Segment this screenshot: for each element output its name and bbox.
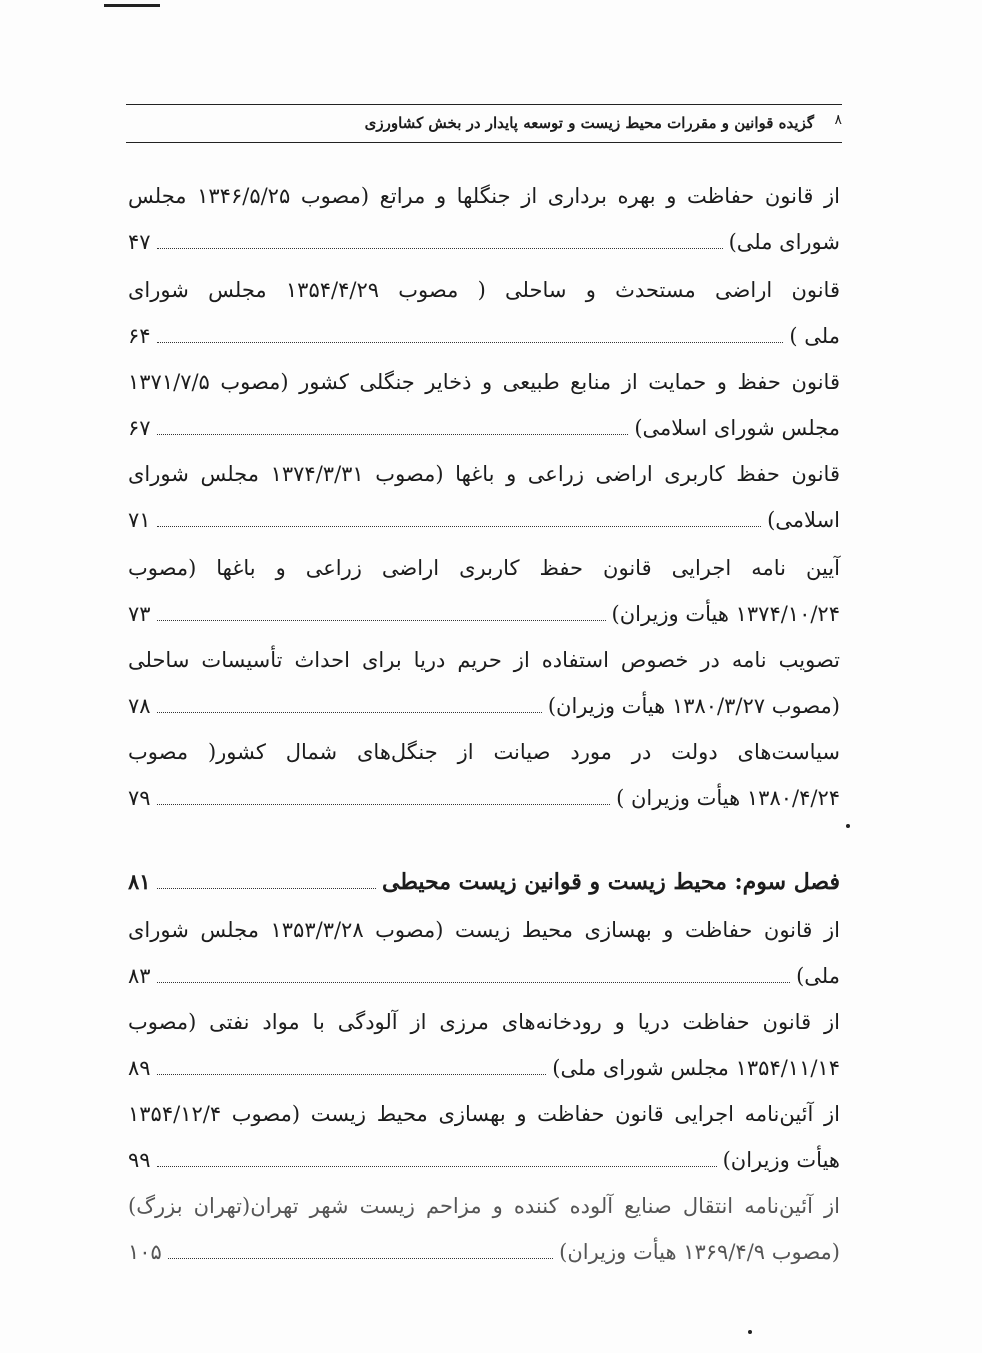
page-number: ۸: [834, 112, 842, 128]
stray-dot: [748, 1330, 752, 1334]
toc-entry-line: اسلامی) ۷۱: [128, 500, 840, 540]
toc-entry-line: هیأت وزیران) ۹۹: [128, 1140, 840, 1180]
toc-entry-line: ۱۳۸۰/۴/۲۴ هیأت وزیران ) ۷۹: [128, 778, 840, 818]
toc-entry-line: (مصوب ۱۳۶۹/۴/۹ هیأت وزیران) ۱۰۵: [128, 1232, 840, 1272]
toc-page-number: ۷۸: [128, 694, 151, 718]
toc-entry-line: از قانون حفاظت دریا و رودخانه‌های مرزی از آلودگی با مواد نفتی (مصوب: [128, 1010, 840, 1034]
toc-entry-line: (مصوب ۱۳۸۰/۳/۲۷ هیأت وزیران) ۷۸: [128, 686, 840, 726]
toc-entry-line: آیین نامه اجرایی قانون حفظ کاربری اراضی زراعی و باغها (مصوب: [128, 556, 840, 580]
leader-dots: [157, 504, 762, 527]
toc-page-number: ۷۱: [128, 508, 151, 532]
leader-dots: [157, 690, 542, 713]
toc-page-number: ۷۹: [128, 786, 151, 810]
toc-entry-line: ۱۳۷۴/۱۰/۲۴ هیأت وزیران) ۷۳: [128, 594, 840, 634]
toc-page-number: ۶۷: [128, 416, 151, 440]
leader-dots: [157, 866, 376, 889]
toc-page-number: ۷۳: [128, 602, 151, 626]
running-header-title: گزیده قوانین و مقررات محیط زیست و توسعه پایدار در بخش کشاورزی: [364, 114, 814, 132]
leader-dots: [157, 226, 723, 249]
toc-entry-line: از آئین‌نامه اجرایی قانون حفاظت و بهسازی محیط زیست (مصوب ۱۳۵۴/۱۲/۴: [128, 1102, 840, 1126]
toc-entry-line: شورای ملی) ۴۷: [128, 222, 840, 262]
leader-dots: [157, 782, 611, 805]
leader-dots: [168, 1236, 553, 1259]
header-rule-top: [126, 104, 842, 105]
toc-entry-line: از آئین‌نامه انتقال صنایع آلوده کننده و مزاحم زیست شهر تهران(تهران بزرگ): [128, 1194, 840, 1218]
toc-entry-line: ۱۳۵۴/۱۱/۱۴ مجلس شورای ملی) ۸۹: [128, 1048, 840, 1088]
toc-page-number: ۸۹: [128, 1056, 151, 1080]
stray-dot: [846, 824, 850, 828]
toc-entry-line: تصویب نامه در خصوص استفاده از حریم دریا برای احداث تأسیسات ساحلی: [128, 648, 840, 672]
toc-page-number: ۸۱: [128, 869, 151, 894]
header-rule-bottom: [126, 142, 842, 143]
toc-page-number: ۱۰۵: [128, 1240, 162, 1264]
leader-dots: [157, 412, 629, 435]
toc-page-number: ۹۹: [128, 1148, 151, 1172]
toc-entry-line: از قانون حفاظت و بهسازی محیط زیست (مصوب ۱۳۵۳/۳/۲۸ مجلس شورای: [128, 918, 840, 942]
toc-page-number: ۶۴: [128, 324, 151, 348]
chapter-heading: فصل سوم: محیط زیست و قوانین زیست محیطی ۸۱: [128, 862, 840, 902]
leader-dots: [157, 1144, 717, 1167]
toc-entry-line: قانون اراضی مستحدث و ساحلی ( مصوب ۱۳۵۴/۴/۲۹ مجلس شورای: [128, 278, 840, 302]
leader-dots: [157, 1052, 547, 1075]
corner-mark: [104, 4, 160, 7]
toc-entry-line: ملی) ۸۳: [128, 956, 840, 996]
leader-dots: [157, 960, 791, 983]
toc-entry-line: از قانون حفاظت و بهره برداری از جنگلها و مراتع (مصوب ۱۳۴۶/۵/۲۵ مجلس: [128, 184, 840, 208]
toc-page-number: ۴۷: [128, 230, 151, 254]
toc-entry-line: قانون حفظ کاربری اراضی زراعی و باغها (مصوب ۱۳۷۴/۳/۳۱ مجلس شورای: [128, 462, 840, 486]
toc-page-number: ۸۳: [128, 964, 151, 988]
running-header: [126, 104, 842, 144]
toc-entry-line: قانون حفظ و حمایت از منابع طبیعی و ذخایر جنگلی کشور (مصوب ۱۳۷۱/۷/۵: [128, 370, 840, 394]
toc-entry-line: سیاست‌های دولت در مورد صیانت از جنگل‌های شمال کشور( مصوب: [128, 740, 841, 764]
toc-entry-line: مجلس شورای اسلامی) ۶۷: [128, 408, 840, 448]
leader-dots: [157, 320, 784, 343]
toc-entry-line: ملی ) ۶۴: [128, 316, 840, 356]
leader-dots: [157, 598, 606, 621]
